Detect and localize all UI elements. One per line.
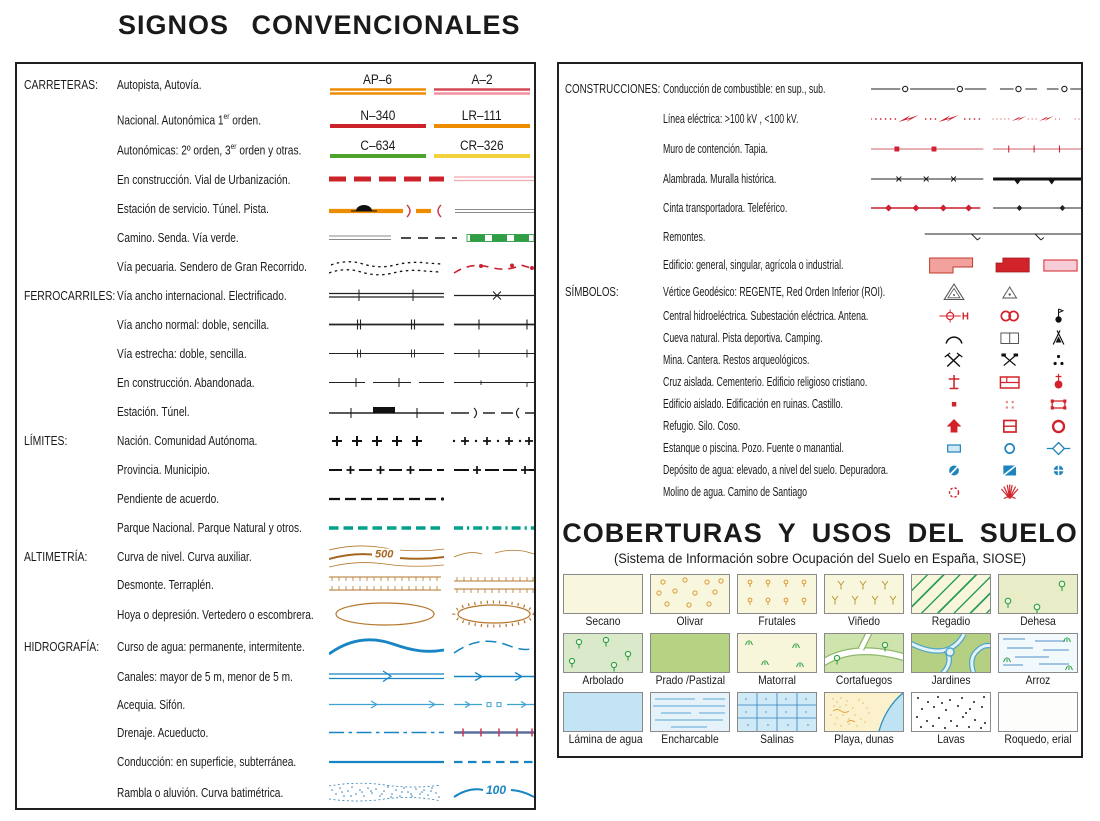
nation-region-boundary-icon [329, 434, 534, 448]
arbolado-swatch-icon [563, 633, 643, 673]
retaining-wall-icon [871, 139, 1081, 159]
road-construction-icon [329, 173, 534, 185]
playa-dunas-swatch-icon [824, 692, 904, 732]
rail-construction-abandoned-icon [329, 376, 534, 389]
autopista-lines-icon [330, 87, 426, 96]
rail-station-tunnel-icon [329, 404, 534, 420]
row-estanque: Estanque o piscina. Pozo. Fuente o manantial. [559, 437, 1081, 459]
arroz-swatch-icon [998, 633, 1078, 673]
lavas-swatch-icon [911, 692, 991, 732]
land-cell-olivar: Olivar [650, 574, 730, 629]
land-cell-dehesa: Dehesa [998, 574, 1078, 629]
canals-icon [329, 670, 534, 683]
row-aislado: Edificio aislado. Edificación en ruinas. Castillo. [559, 393, 1081, 415]
salinas-swatch-icon [737, 692, 817, 732]
section-hidrografia: HIDROGRAFÍA: [24, 638, 100, 654]
wash-bathymetric-icon [329, 778, 534, 806]
service-station-tunnel-track-icon [329, 200, 534, 218]
row-provincia: Provincia. Municipio. [17, 455, 534, 484]
park-boundary-icon [329, 523, 534, 533]
international-gauge-rail-icon [329, 289, 534, 302]
row-hoya: Hoya o depresión. Vertedero o escombrera. [17, 598, 534, 630]
land-cell-roquedo: Roquedo, erial [998, 692, 1078, 747]
section-ferrocarriles: FERROCARRILES: [24, 288, 116, 303]
row-mina: Mina. Cantera. Restos arqueológicos. [559, 349, 1081, 371]
row-refugio: Refugio. Silo. Coso. [559, 415, 1081, 437]
row-linea-electrica: Línea eléctrica: >100 kV , <100 kV. [559, 104, 1081, 134]
normal-gauge-rail-icon [329, 318, 534, 331]
drainage-aqueduct-icon [329, 726, 534, 739]
row-curvas-nivel: ALTIMETRÍA: Curva de nivel. Curva auxiliar. 500 [17, 542, 534, 570]
regadio-swatch-icon [911, 574, 991, 614]
section-altimetria: ALTIMETRÍA: [24, 548, 88, 564]
land-cell-prado: Prado /Pastizal [650, 633, 730, 688]
livestock-trail-gr-icon [329, 256, 534, 278]
irrigation-ditch-siphon-icon [329, 698, 534, 711]
secano-swatch-icon [563, 574, 643, 614]
jardines-swatch-icon [911, 633, 991, 673]
land-cell-vinedo: Viñedo [824, 574, 904, 629]
wire-fence-wall-icon [871, 169, 1081, 189]
row-curso-agua: HIDROGRAFÍA: Curso de agua: permanente, intermitente. [17, 630, 534, 662]
watermill-santiago-icon [871, 482, 1081, 502]
row-muro: Muro de contención. Tapia. [559, 134, 1081, 164]
row-acequia: Acequia. Sifón. [17, 690, 534, 718]
refuge-silo-bullring-icon [871, 416, 1081, 436]
contour-value-label: 500 [375, 548, 394, 561]
land-cell-lamina: Lámina de agua [563, 692, 643, 747]
row-remontes: Remontes. [559, 222, 1081, 251]
prado-swatch-icon [650, 633, 730, 673]
power-line-icon [871, 109, 1081, 129]
section-construcciones: CONSTRUCCIONES: [565, 82, 661, 96]
vinedo-swatch-icon [824, 574, 904, 614]
land-cell-arbolado: Arbolado [563, 633, 643, 688]
section-carreteras: CARRETERAS: [24, 76, 98, 92]
road-badge-cr326: CR–326 [433, 138, 531, 160]
section-simbolos: SÍMBOLOS: [565, 285, 619, 299]
land-cell-regadio: Regadio [911, 574, 991, 629]
road-badge-c634: C–634 [329, 138, 427, 160]
conveyor-cableway-icon [871, 198, 1081, 218]
row-central: Central hidroeléctrica. Subestación eléctrica. Antena. H [559, 305, 1081, 327]
land-cell-salinas: Salinas [737, 692, 817, 747]
land-cell-encharcable: Encharcable [650, 692, 730, 747]
depression-dump-icon [329, 599, 534, 629]
row-autopista: CARRETERAS: Autopista, Autovía. AP–6 A–2 [17, 64, 534, 104]
row-canales: Canales: mayor de 5 m, menor de 5 m. [17, 662, 534, 690]
row-via-estrecha: Vía estrecha: doble, sencilla. [17, 339, 534, 368]
land-cell-matorral: Matorral [737, 633, 817, 688]
hydro-substation-antenna-icon [871, 306, 1081, 326]
matorral-swatch-icon [737, 633, 817, 673]
row-cinta: Cinta transportadora. Teleférico. [559, 193, 1081, 222]
row-via-internacional: FERROCARRILES: Vía ancho internacional. Electrificado. [17, 281, 534, 310]
row-rambla: Rambla o aluvión. Curva batimétrica. 100 [17, 776, 534, 808]
bathymetric-value-label: 100 [486, 783, 507, 797]
mine-quarry-archaeology-icon [871, 350, 1081, 370]
geodesic-vertex-icon [871, 282, 1081, 302]
land-cell-playa: Playa, dunas [824, 692, 904, 747]
hydro-h-label: H [961, 311, 969, 323]
fuel-pipeline-icon [871, 79, 1081, 99]
coberturas-subtitle: (Sistema de Información sobre Ocupación del Suelo en España, SIOSE) [613, 551, 1027, 566]
cross-cemetery-church-icon [871, 372, 1081, 392]
path-trail-greenway-icon [329, 232, 534, 244]
road-badge-n340: N–340 [329, 108, 427, 130]
land-cell-frutales: Frutales [737, 574, 817, 629]
row-estacion-servicio: Estación de servicio. Túnel. Pista. [17, 194, 534, 223]
autonomica1-line-icon [434, 123, 530, 130]
land-cell-secano: Secano [563, 574, 643, 629]
row-desmonte: Desmonte. Terraplén. [17, 570, 534, 598]
water-tank-treatment-icon [871, 460, 1081, 480]
autonomica2-line-icon [330, 153, 426, 160]
water-conduit-icon [329, 757, 534, 767]
row-conduccion-agua: Conducción: en superficie, subterránea. [17, 747, 534, 776]
row-rail-estacion-tunel: Estación. Túnel. [17, 397, 534, 426]
land-cell-arroz: Arroz [998, 633, 1078, 688]
road-badge-ap6: AP–6 [329, 72, 427, 96]
row-autonomicas: Autonómicas: 2º orden, 3er orden y otras. C–634 CR–326 [17, 134, 534, 164]
cortafuegos-swatch-icon [824, 633, 904, 673]
cave-sports-camping-icon [871, 328, 1081, 348]
row-construccion-vial: En construcción. Vial de Urbanización. [17, 164, 534, 194]
contour-lines-icon [329, 543, 534, 569]
ski-lift-icon [871, 228, 1081, 246]
page-title: SIGNOS CONVENCIONALES [118, 10, 521, 40]
row-molino: Molino de agua. Camino de Santiago [559, 481, 1081, 503]
nacional-line-icon [330, 123, 426, 130]
land-cover-grid [559, 574, 1081, 747]
pond-well-spring-icon [871, 438, 1081, 458]
row-cruz: Cruz aislada. Cementerio. Edificio religioso cristiano. [559, 371, 1081, 393]
road-badge-lr111: LR–111 [433, 108, 531, 130]
watercourse-icon [329, 632, 534, 660]
right-legend-panel [557, 62, 1083, 758]
row-pendiente: Pendiente de acuerdo. [17, 484, 534, 513]
encharcable-swatch-icon [650, 692, 730, 732]
section-limites: LÍMITES: [24, 433, 68, 448]
left-legend-panel [15, 62, 536, 810]
road-badge-a2: A–2 [433, 72, 531, 96]
row-deposito: Depósito de agua: elevado, a nivel del suelo. Depuradora. [559, 459, 1081, 481]
autovia-lines-icon [434, 87, 530, 96]
dehesa-swatch-icon [998, 574, 1078, 614]
isolated-ruins-castle-icon [871, 394, 1081, 414]
narrow-gauge-rail-icon [329, 347, 534, 360]
row-nacion-limite: LÍMITES: Nación. Comunidad Autónoma. [17, 426, 534, 455]
row-via-normal: Vía ancho normal: doble, sencilla. [17, 310, 534, 339]
row-via-pecuaria: Vía pecuaria. Sendero de Gran Recorrido. [17, 252, 534, 281]
row-drenaje: Drenaje. Acueducto. [17, 718, 534, 747]
row-cueva: Cueva natural. Pista deportiva. Camping. [559, 327, 1081, 349]
building-types-icon [871, 254, 1081, 276]
cut-fill-hachures-icon [329, 573, 534, 595]
coberturas-section [559, 518, 1081, 747]
land-cell-cortafuegos: Cortafuegos [824, 633, 904, 688]
row-nacional: Nacional. Autonómica 1er orden. N–340 LR–111 [17, 104, 534, 134]
olivar-swatch-icon [650, 574, 730, 614]
province-municipality-boundary-icon [329, 463, 534, 477]
row-combustible: CONSTRUCCIONES: Conducción de combustible: en sup., sub. [559, 74, 1081, 104]
land-cell-lavas: Lavas [911, 692, 991, 747]
row-camino-senda: Camino. Senda. Vía verde. [17, 223, 534, 252]
row-parques: Parque Nacional. Parque Natural y otros. [17, 513, 534, 542]
coberturas-title: COBERTURAS Y USOS DEL SUELO [562, 518, 1078, 548]
land-cell-jardines: Jardines [911, 633, 991, 688]
roquedo-swatch-icon [998, 692, 1078, 732]
lamina-agua-swatch-icon [563, 692, 643, 732]
row-edificio: Edificio: general, singular, agrícola o industrial. [559, 251, 1081, 279]
row-alambrada: Alambrada. Muralla histórica. [559, 164, 1081, 193]
frutales-swatch-icon [737, 574, 817, 614]
autonomica3-line-icon [434, 153, 530, 160]
pending-boundary-icon [329, 493, 534, 505]
row-rail-construccion: En construcción. Abandonada. [17, 368, 534, 397]
row-vertice: SÍMBOLOS: Vértice Geodésico: REGENTE, Red Orden Inferior (ROI). [559, 279, 1081, 305]
